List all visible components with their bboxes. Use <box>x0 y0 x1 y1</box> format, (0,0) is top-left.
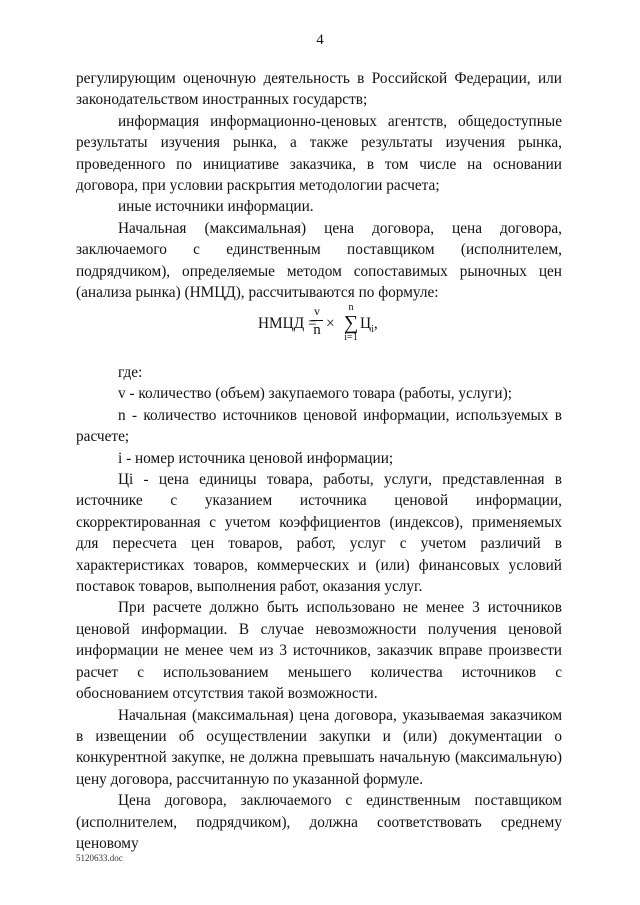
paragraph: v - количество (объем) закупаемого товара (работы, услуги); <box>118 385 512 403</box>
paragraph: регулирующим оценочную деятельность в Российской Федерации, или законодательством иностранных государств; <box>76 70 562 109</box>
document-footer: 5120633.doc <box>76 853 123 863</box>
paragraph: Цена договора, заключаемого с единственным поставщиком (исполнителем, подрядчиком), должна соответствовать среднему ценовому <box>76 792 562 852</box>
term-tail: , <box>373 315 378 332</box>
paragraph: Начальная (максимальная) цена договора, цена договора, заключаемого с единственным поставщиком (исполнителем, подрядчиком), определяемые методом сопоставимых рыночных цен (анализа рынка) (НМЦД), рассчитываются по формуле: <box>76 219 562 302</box>
paragraph: При расчете должно быть использовано не менее 3 источников ценовой информации. В случае невозможности получения ценовой информации не менее чем из 3 источников, заказчик вправе произвести расчет с использованием меньшего количества источников с обоснованием отсутствия такой возможности. <box>76 599 562 703</box>
paragraph: n - количество источников ценовой информации, используемых в расчете; <box>76 406 562 446</box>
term-main: Ц <box>360 315 372 332</box>
sum-upper-limit: n <box>348 302 354 313</box>
nmcd-formula <box>258 303 438 347</box>
page-number: 4 <box>316 32 324 48</box>
fraction-bar <box>311 320 323 321</box>
sum-lower-limit: i=1 <box>344 332 358 343</box>
paragraph: Цi - цена единицы товара, работы, услуги, представленная в источнике с указанием источника ценовой информации, скорректированная с учетом коэффициентов (индексов), применяемых для пересчета цен товаров, работ, услуг с учетом различий в характеристиках товаров, коммерческих и (или) финансовых условий поставок товаров, выполнения работ, оказания услуг. <box>76 471 562 596</box>
term-subscript: i <box>371 324 374 336</box>
formula-term <box>360 315 378 335</box>
body-text-top <box>76 68 562 303</box>
formula-numerator: v <box>314 304 320 318</box>
formula-times: × <box>326 315 335 332</box>
body-text-bottom <box>76 362 562 854</box>
formula-lhs: НМЦД = <box>258 315 317 332</box>
formula-fraction <box>311 304 323 337</box>
paragraph: где: <box>118 364 143 381</box>
paragraph: иные источники информации. <box>118 198 314 216</box>
paragraph: информация информационно-ценовых агентств, общедоступные результаты изучения рынка, а также результаты изучения рынка, проведенного по инициативе заказчика, в том числе на основании договора, при условии раскрытия методологии расчета; <box>76 112 562 195</box>
paragraph: Начальная (максимальная) цена договора, указываемая заказчиком в извещении об осуществлении закупки и (или) документации о конкурентной закупке, не должна превышать начальную (максимальную) цену договора, рассчитанную по указанной формуле. <box>76 706 562 788</box>
paragraph: i - номер источника ценовой информации; <box>118 449 394 467</box>
formula-denominator: n <box>313 322 321 338</box>
sum-symbol: ∑ <box>343 312 359 334</box>
formula-sum <box>342 303 360 343</box>
